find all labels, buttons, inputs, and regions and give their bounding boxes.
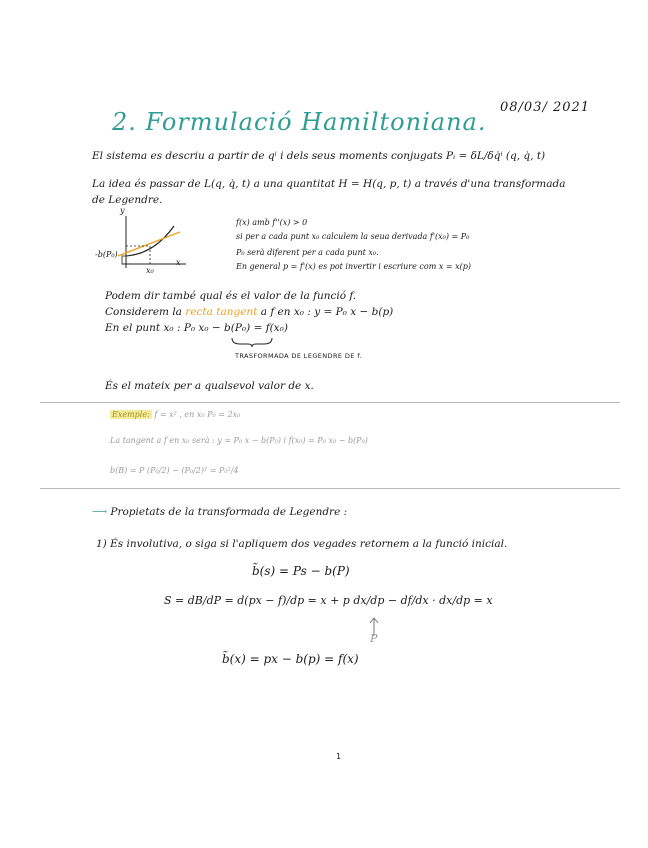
equation-3: b̃(x) = px − b(p) = f(x) xyxy=(222,652,359,666)
arrow-icon: ⟶ xyxy=(92,506,108,518)
legendre-graph xyxy=(96,212,196,272)
tangent-line-2-post: a f en x₀ : y = P₀ x − b(p) xyxy=(260,306,394,318)
equation-2: S = dB/dP = d(px − f)/dp = x + p dx/dp − df/dx · dx/dp = x xyxy=(164,594,493,607)
tangent-line-3: En el punt x₀ : P₀ x₀ − b(P₀) = f(x₀) xyxy=(105,322,288,334)
divider-top xyxy=(40,402,620,403)
example-label: Exemple: xyxy=(112,410,150,419)
intro-line-1: El sistema es descriu a partir de qⁱ i dels seus moments conjugats Pᵢ = δL/δq̇ⁱ (q, q̇, t) xyxy=(92,150,546,162)
brace-label: TRASFORMADA DE LEGENDRE DE f. xyxy=(235,352,362,360)
condition-1: f(x) amb f''(x) > 0 xyxy=(236,218,308,227)
p-label: P xyxy=(370,632,378,645)
tangent-line-4: És el mateix per a qualsevol valor de x. xyxy=(105,380,314,392)
graph-bracket xyxy=(122,256,126,264)
underbrace xyxy=(230,336,274,348)
tangent-line-1: Podem dir també qual és el valor de la funció f. xyxy=(105,290,357,302)
page-title: 2. Formulació Hamiltoniana. xyxy=(112,108,487,136)
condition-3: P₀ serà diferent per a cada punt x₀. xyxy=(236,248,379,257)
tangent-line-2-pre: Considerem la xyxy=(105,306,182,318)
example-line-1 xyxy=(110,410,240,419)
date: 08/03/ 2021 xyxy=(500,100,591,115)
tangent-line-2 xyxy=(105,306,393,318)
equation-1: b̃(s) = Ps − b(P) xyxy=(252,564,350,578)
condition-4: En general p = f'(x) es pot invertir i escriure com x = x(p) xyxy=(236,262,472,271)
example-eq-1: f = x² , en x₀ P₀ = 2x₀ xyxy=(154,410,241,419)
tangent-line-2-highlight: recta tangent xyxy=(185,306,258,318)
intro-line-3: de Legendre. xyxy=(92,194,163,206)
example-line-2: La tangent a f en x₀ serà : y = P₀ x − b(P₀) i f(x₀) = P₀ x₀ − b(P₀) xyxy=(110,436,368,445)
graph-x0-label: x₀ xyxy=(146,266,154,275)
graph-y-label: y xyxy=(120,206,125,215)
divider-bottom xyxy=(40,488,620,489)
page-number: 1 xyxy=(336,752,342,761)
example-line-3: b(B) = P (P₀/2) − (P₀/2)² = P₀²/4 xyxy=(110,466,239,475)
graph-b-label: -b(P₀) xyxy=(95,250,118,259)
graph-x-label: x xyxy=(176,258,181,267)
intro-line-2: La idea és passar de L(q, q̇, t) a una quantitat H = H(q, p, t) a través d'una transformada xyxy=(92,178,566,190)
graph-tangent-line xyxy=(118,232,180,256)
condition-2: si per a cada punt x₀ calculem la seua derivada f'(x₀) = P₀ xyxy=(236,232,470,241)
property-1: 1) És involutiva, o siga si l'apliquem dos vegades retornem a la funció inicial. xyxy=(96,538,508,550)
properties-heading: Propietats de la transformada de Legendre : xyxy=(110,506,348,518)
properties-heading-row xyxy=(92,506,347,518)
